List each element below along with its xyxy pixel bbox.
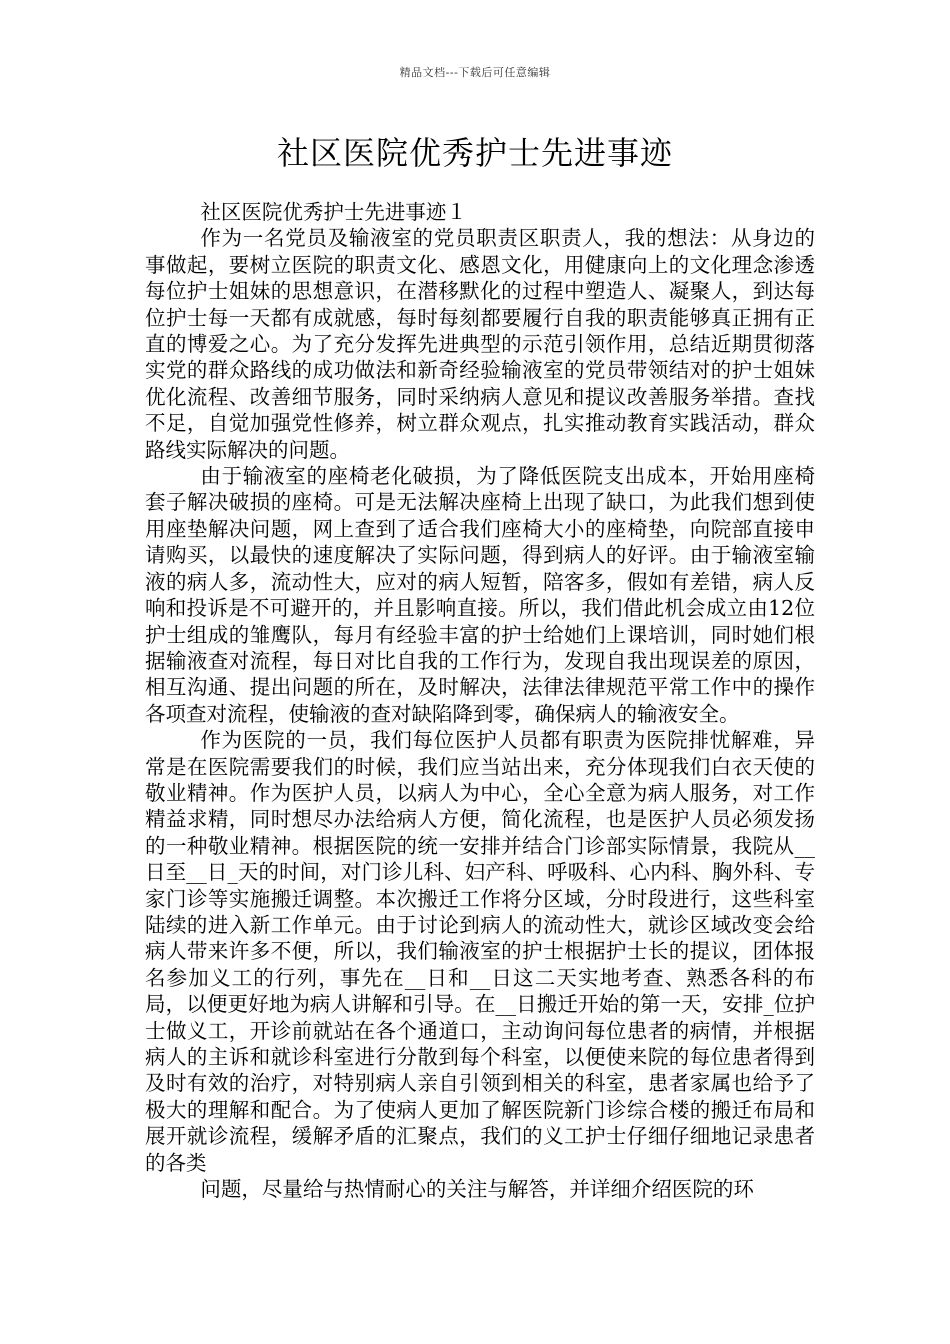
paragraph-1: 作为一名党员及输液室的党员职责区职责人，我的想法：从身边的事做起，要树立医院的职责文化、感恩文化，用健康向上的文化理念渗透每位护士姐妹的思想意识，在潜移默化的过程中塑造人、凝聚人，到达每位护士每一天都有成就感，每时每刻都要履行自我的职责能够真正拥有正直的博爱之心。为了充分发挥先进典型的示范引领作用，总结近期贯彻落实党的群众路线的成功做法和新奇经验输液室的党员带领结对的护士姐妹优化流程、改善细节服务，同时采纳病人意见和提议改善服务举措。查找不足，自觉加强党性修养，树立群众观点，扎实推动教育实践活动，群众路线实际解决的问题。 xyxy=(145,226,815,462)
document-title: 社区医院优秀护士先进事迹 xyxy=(276,134,673,172)
paragraph-2: 由于输液室的座椅老化破损，为了降低医院支出成本，开始用座椅套子解决破损的座椅。可是无法解决座椅上出现了缺口，为此我们想到使用座垫解决问题，网上查到了适合我们座椅大小的座椅垫，向院部直接申请购买，以最快的速度解决了实际问题，得到病人的好评。由于输液室输液的病人多，流动性大，应对的病人短暂，陪客多，假如有差错，病人反响和投诉是不可避开的，并且影响直接。所以，我们借此机会成立由12位护士组成的雏鹰队，每月有经验丰富的护士给她们上课培训，同时她们根据输液查对流程，每日对比自我的工作行为，发现自我出现误差的原因，相互沟通、提出问题的所在，及时解决，法律法律规范平常工作中的操作各项查对流程，使输液的查对缺陷降到零，确保病人的输液安全。 xyxy=(145,464,815,726)
header-note: 精品文档---下载后可任意编辑 xyxy=(399,66,551,79)
paragraph-4: 问题，尽量给与热情耐心的关注与解答，并详细介绍医院的环 xyxy=(200,1177,754,1202)
paragraph-3: 作为医院的一员，我们每位医护人员都有职责为医院排忧解难，异常是在医院需要我们的时候，我们应当站出来，充分体现我们白衣天使的敬业精神。作为医护人员，以病人为中心，全心全意为病人服务，对工作精益求精，同时想尽办法给病人方便，简化流程，也是医护人员必须发扬的一种敬业精神。根据医院的统一安排并结合门诊部实际情景，我院从__日至__日_天的时间，对门诊儿科、妇产科、呼吸科、心内科、胸外科、专家门诊等实施搬迁调整。本次搬迁工作将分区域，分时段进行，这些科室陆续的进入新工作单元。由于讨论到病人的流动性大，就诊区域改变会给病人带来许多不便，所以，我们输液室的护士根据护士长的提议，团体报名参加义工的行列，事先在__日和__日这二天实地考查、熟悉各科的布局，以便更好地为病人讲解和引导。在__日搬迁开始的第一天，安排_位护士做义工，开诊前就站在各个通道口，主动询问每位患者的病情，并根据病人的主诉和就诊科室进行分散到每个科室，以便使来院的每位患者得到及时有效的治疗，对特别病人亲自引领到相关的科室，患者家属也给予了极大的理解和配合。为了使病人更加了解医院新门诊综合楼的搬迁布局和展开就诊流程，缓解矛盾的汇聚点，我们的义工护士仔细仔细地记录患者的各类 xyxy=(145,728,815,1175)
document-body xyxy=(145,199,815,1202)
document-subtitle: 社区医院优秀护士先进事迹１ xyxy=(200,200,467,224)
